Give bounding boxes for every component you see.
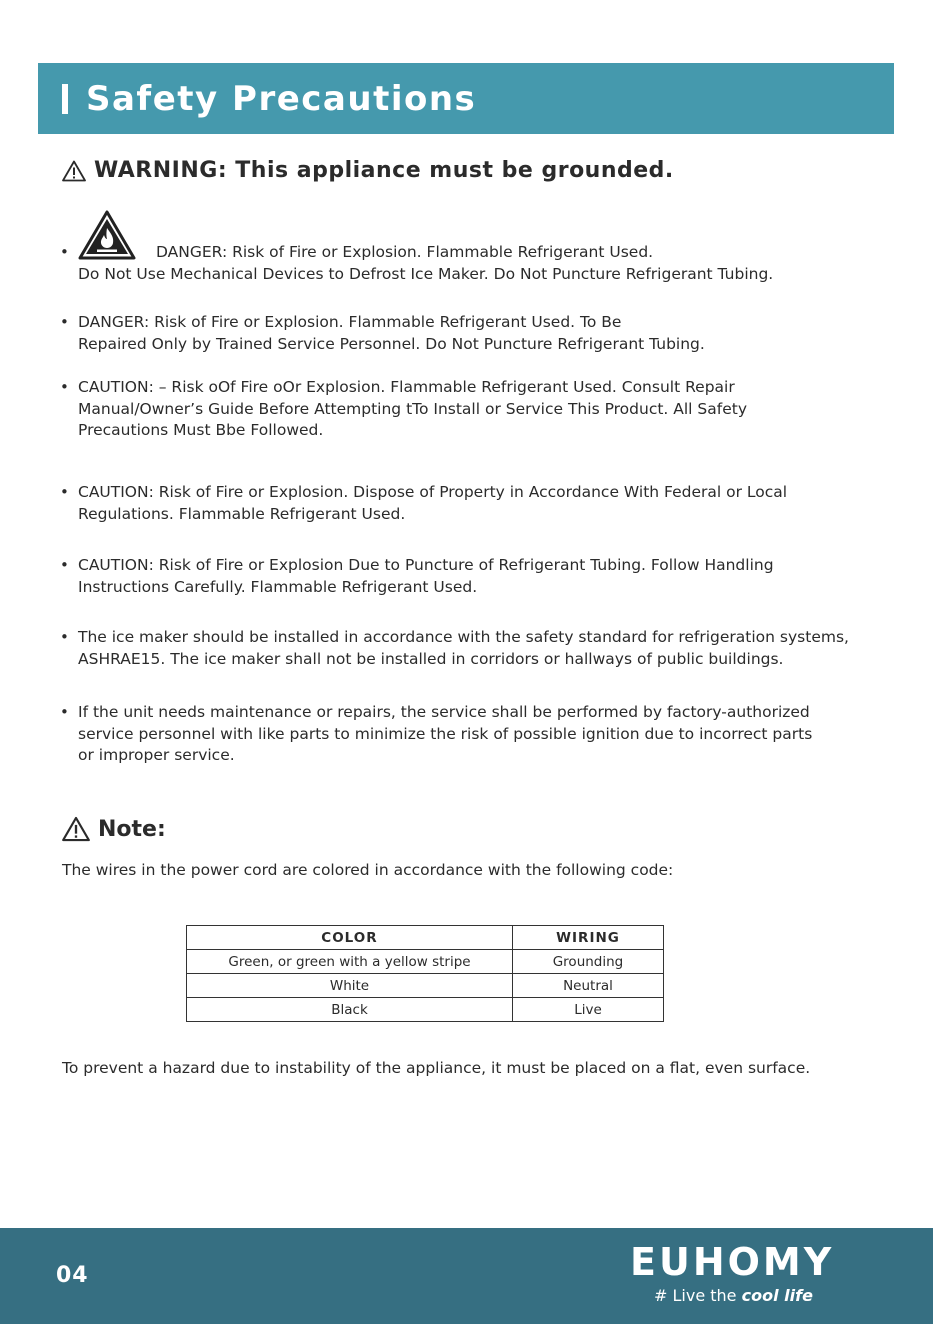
table-row <box>187 950 664 974</box>
instability-notice: To prevent a hazard due to instability of the appliance, it must be placed on a flat, even surface. <box>62 1059 811 1077</box>
warning-heading-text: WARNING: This appliance must be grounded. <box>94 158 674 183</box>
warning-triangle-icon <box>62 816 90 842</box>
tagline-emphasis: cool life <box>741 1286 813 1305</box>
table-cell: Green, or green with a yellow stripe <box>187 950 513 974</box>
brand-logo: EUHOMY <box>630 1240 835 1284</box>
table-cell: Live <box>513 998 664 1022</box>
table-row <box>187 998 664 1022</box>
list-item: • CAUTION: Risk of Fire or Explosion. Dispose of Property in Accordance With Federal or Local Regulations. Flammable Refrigerant Used. <box>78 482 893 525</box>
page-title: Safety Precautions <box>86 78 477 119</box>
tagline-prefix: # Live the <box>654 1286 737 1305</box>
table-row <box>187 974 664 998</box>
column-header-wiring: WIRING <box>513 926 664 950</box>
header-accent-mark <box>62 84 68 114</box>
list-item: • CAUTION: Risk of Fire or Explosion Due to Puncture of Refrigerant Tubing. Follow Handling Instructions Carefully. Flammable Refrigerant Used. <box>78 555 893 598</box>
wire-color-table <box>186 925 664 1022</box>
table-cell: Black <box>187 998 513 1022</box>
table-cell: Grounding <box>513 950 664 974</box>
list-item: • CAUTION: – Risk oOf Fire oOr Explosion. Flammable Refrigerant Used. Consult Repair Manual/Owner’s Guide Before Attempting tTo Install or Service This Product. All Safety Precautions Must Bbe Followed. <box>78 377 893 442</box>
brand-tagline <box>654 1286 813 1305</box>
list-item: • The ice maker should be installed in accordance with the safety standard for refrigeration systems, ASHRAE15. The ice maker shall not be installed in corridors or hallways of public buildings. <box>78 627 893 670</box>
column-header-color: COLOR <box>187 926 513 950</box>
list-item: • DANGER: Risk of Fire or Explosion. Flammable Refrigerant Used. To Be Repaired Only by Trained Service Personnel. Do Not Puncture Refrigerant Tubing. <box>78 312 893 355</box>
note-text: The wires in the power cord are colored in accordance with the following code: <box>62 861 674 879</box>
table-cell: Neutral <box>513 974 664 998</box>
table-cell: White <box>187 974 513 998</box>
list-item-line: • DANGER: Risk of Fire or Explosion. Flammable Refrigerant Used. <box>156 243 654 261</box>
header-bar <box>38 63 894 134</box>
list-item <box>78 242 893 285</box>
warning-triangle-icon <box>62 160 86 182</box>
note-heading-text: Note: <box>98 816 166 842</box>
warning-heading <box>62 158 674 183</box>
note-heading <box>62 816 166 842</box>
table-header-row <box>187 926 664 950</box>
list-item: • If the unit needs maintenance or repairs, the service shall be performed by factory-authorized service personnel with like parts to minimize the risk of possible ignition due to incorrect parts or improper service. <box>78 702 893 767</box>
list-item-line: Do Not Use Mechanical Devices to Defrost Ice Maker. Do Not Puncture Refrigerant Tubing. <box>78 264 774 283</box>
page-number: 04 <box>56 1263 89 1288</box>
